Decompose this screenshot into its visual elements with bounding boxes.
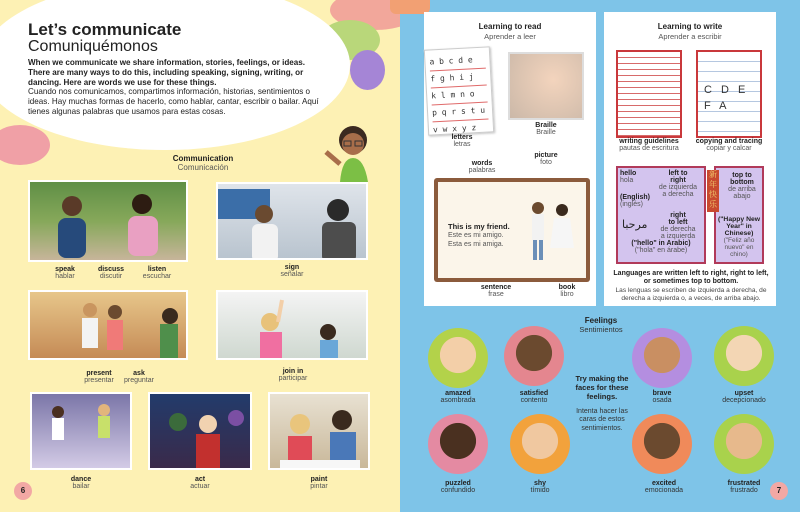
face-excited [632,414,692,474]
caption-speak: speak hablar [55,266,75,280]
page-number-right: 7 [770,482,788,500]
face-brave [632,328,692,388]
feelings-tip-en: Try making the faces for these feelings. [575,374,629,401]
arabic-word: مرحبا [622,218,648,231]
braille-photo [508,52,584,120]
photo-join-in [216,290,368,360]
letters-line-2: f g h i j [430,69,487,89]
photo-sign-language [216,182,368,260]
feelings-tip-es: Intenta hacer las caras de estos sentimientos. [576,408,628,432]
right-to-left-label: right to left de derecha a izquierda [660,212,696,240]
hello-arabic-caption: ("hello" in Arabic) ("hola" en árabe) [631,240,691,254]
directions-en: Languages are written left to right, right to left, or sometimes top to bottom. [613,270,769,286]
caption-act: act actuar [190,476,210,490]
learning-to-write-panel [604,12,776,306]
caption-frustrated: frustrated frustrado [727,480,761,494]
caption-guidelines: writing guidelines pautas de escritura [619,138,679,152]
boy-illustration [322,122,382,182]
photo-dance [30,392,132,470]
caption-amazed: amazed asombrada [440,390,476,404]
caption-excited: excited emocionada [644,480,684,494]
top-to-bottom-label: top to bottom de arriba abajo [728,172,756,200]
learning-to-read-panel [424,12,596,306]
caption-picture: picture foto [534,152,558,166]
photo-act [148,392,252,470]
letters-line-4: p q r s t u [432,103,489,123]
face-amazed [428,328,488,388]
face-satisfied [504,326,564,386]
letters-line-3: k l m n o [431,86,488,106]
face-upset [714,326,774,386]
intro-english: When we communicate we share information, stories, feelings, or ideas. There are many ways to do this, including speaking, signing, writing, or dancing. Here are words we use for these things. [28,58,306,88]
book-text-en: This is my friend. [448,222,510,231]
reading-subtitle: Aprender a leer [484,32,536,41]
intro-spanish: Cuando nos comunicamos, compartimos información, historias, sentimientos o ideas. Hay muchas formas de hacerlo, como hablar, cantar, escribir o bailar. Aquí tienes algunas palabras que usamos para estas cosas. [28,87,319,117]
photo-classroom-present [28,290,188,360]
directions-es: Las lenguas se escriben de izquierda a derecha, de derecha a izquierda o, a veces, de arriba abajo. [615,287,767,302]
chinese-scroll: 新年快乐 [707,170,719,212]
hello-english: hello hola (English) (inglés) [620,170,650,208]
chinese-caption: ("Happy New Year" in Chinese) ("Feliz año nuevo" en chino) [717,216,761,258]
decor-blob-purple [350,50,385,90]
letters-line-5: v w x y z [432,123,477,135]
right-page [400,0,800,512]
feelings-heading: Feelings Sentimientos [579,316,623,334]
caption-listen: listen escuchar [142,266,172,280]
letters-sheet [424,46,494,135]
caption-sentence: sentence frase [480,284,512,298]
letters-line-1: a b c d e [429,52,486,72]
copy-letters: C D E F A [704,84,749,112]
caption-letters: letters letras [451,134,473,148]
caption-upset: upset decepcionado [722,390,766,404]
face-frustrated [714,414,774,474]
caption-satisfied: satisfied contento [519,390,549,404]
communication-heading: Communication Comunicación [172,154,234,172]
writing-subtitle: Aprender a escribir [658,32,722,41]
page-title: Let’s communicate [28,20,182,39]
caption-copying: copying and tracing copiar y calcar [695,138,763,152]
caption-discuss: discuss discutir [97,266,125,280]
copying-sheet [696,50,762,138]
caption-braille: Braille Braille [535,122,557,136]
reading-title: Learning to read [478,22,542,31]
writing-title: Learning to write [657,22,723,31]
left-to-right-label: left to right de izquierda a derecha [658,170,698,198]
open-book [434,178,590,282]
caption-book: book libro [558,284,576,298]
caption-join-in: join in participar [278,368,308,382]
page-subtitle: Comuniquémonos [28,38,158,55]
caption-dance: dance bailar [70,476,92,490]
photo-paint [268,392,370,470]
caption-brave: brave osada [652,390,672,404]
caption-sign: sign señalar [280,264,304,278]
writing-guidelines-sheet [616,50,682,138]
face-shy [510,414,570,474]
caption-shy: shy tímido [530,480,550,494]
caption-paint: paint pintar [310,476,328,490]
face-puzzled [428,414,488,474]
book-text-es-1: Este es mi amigo. [448,232,504,239]
caption-puzzled: puzzled confundido [440,480,476,494]
page-number-left: 6 [14,482,32,500]
book-text-es-2: Esta es mi amiga. [448,241,504,248]
caption-words: words palabras [468,160,496,174]
photo-girls-talking [28,180,188,262]
caption-present: present presentar [84,370,114,384]
decor-blob-pink2 [0,125,50,165]
caption-ask: ask preguntar [124,370,154,384]
